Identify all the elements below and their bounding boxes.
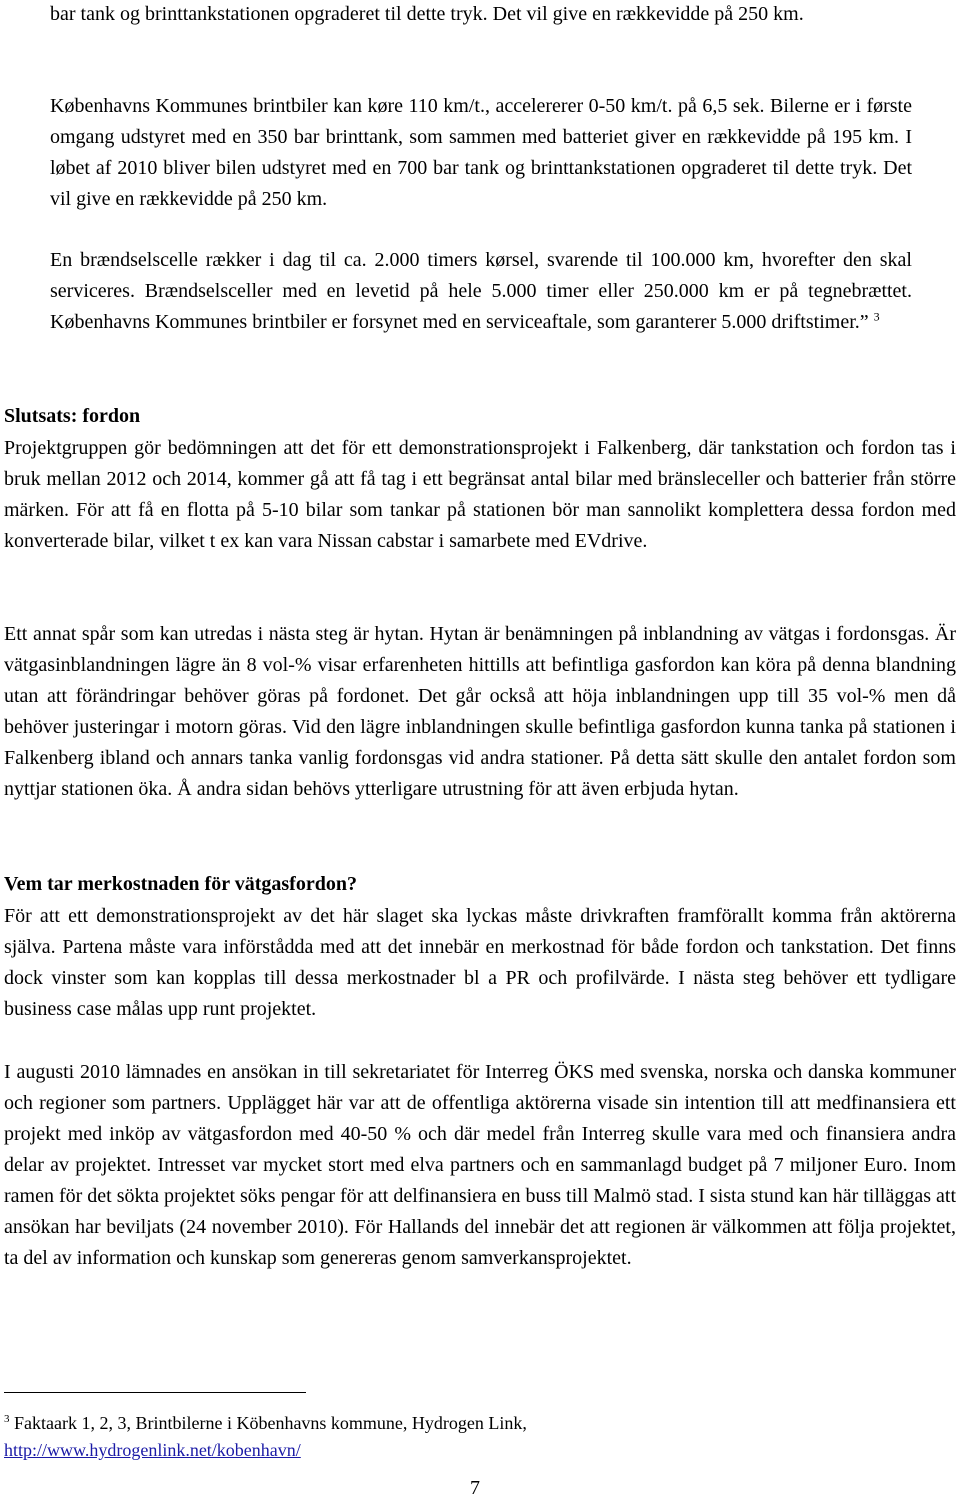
danish-paragraph-0: bar tank og brinttankstationen opgraderet til dette tryk. Det vil give en rækkevidde på 250 km. [50,3,804,25]
merkostnad-paragraph-2: I augusti 2010 lämnades en ansökan in till sekretariatet för Interreg ÖKS med svenska, norska och danska kommuner och regioner som partners. Upplägget här var att de offentliga aktörerna visade sin intention till att medfinansiera ett projekt med inköp av vätgasfordon med 40-50 % och där medel från Interreg skulle vara med och finansiera andra delar av projektet. Intresset var mycket stort med elva partners och en sammanlagd budget på 7 miljoner Euro. Inom ramen för det sökta projektet söks pengar för att delfinansiera en buss till Malmö stad. I sista stund kan här tilläggas att ansökan har beviljats (24 november 2010). För Hallands del innebär det att regionen är välkommen att följa projektet, ta del av information och kunskap som genereras genom samverkansprojektet. [4,1061,956,1269]
merkostnad-paragraph-1: För att ett demonstrationsprojekt av det här slaget ska lyckas måste drivkraften framförallt komma från aktörerna själva. Partena måste vara införstådda med att det innebär en merkostnad för både fordon och tankstation. Det finns dock vinster som kan kopplas till dessa merkostnader bl a PR och profilvärde. I nästa steg behöver ett tydligare business case målas upp runt projektet. [4,905,956,1020]
slutsats-paragraph-2: Ett annat spår som kan utredas i nästa steg är hytan. Hytan är benämningen på inblandning av vätgas i fordonsgas. Är vätgasinblandningen lägre än 8 vol-% visar erfarenheten hittills att befintliga gasfordon kan köra på denna blandning utan att förändringar behöver göras på fordonet. Det går också att höja inblandningen upp till 35 vol-% men då behöver justeringar i motorn göras. Vid den lägre inblandningen skulle befintliga gasfordon kunna tanka på stationen i Falkenberg ibland och annars tanka vanlig fordonsgas vid andra stationer. På detta sätt skulle den antalet fordon som nyttjar stationen öka. Å andra sidan behövs ytterligare utrustning för att även erbjuda hytan. [4,623,956,800]
footnote-separator [4,1392,306,1393]
footnote-ref: 3 [873,309,880,324]
section-heading-slutsats: Slutsats: fordon [4,405,141,427]
section-heading-merkostnad: Vem tar merkostnaden för vätgasfordon? [4,873,357,895]
slutsats-paragraph-1: Projektgruppen gör bedömningen att det för ett demonstrationsprojekt i Falkenberg, där tankstation och fordon tas i bruk mellan 2012 och 2014, kommer gå att få tag i ett begränsat antal bilar med bränsleceller och batterier från större märken. För att få en flotta på 5-10 bilar som tankar på stationen bör man sannolikt komplettera dessa fordon med konverterade bilar, vilket t ex kan vara Nissan cabstar i samarbete med EVdrive. [4,437,956,552]
danish-paragraph-1: Københavns Kommunes brintbiler kan køre 110 km/t., accelererer 0-50 km/t. på 6,5 sek. Bilerne er i første omgang udstyret med en 350 bar brinttank, som sammen med batteriet giver en rækkevidde på 195 km. I løbet af 2010 bliver bilen udstyret med en 700 bar tank og brinttankstationen opgraderet til dette tryk. Det vil give en rækkevidde på 250 km. [50,95,912,210]
page-number: 7 [470,1477,480,1499]
footnote-number: 3 [4,1413,10,1425]
footnote-text: Faktaark 1, 2, 3, Brintbilerne i Köbenhavns kommune, Hydrogen Link, [14,1413,527,1433]
danish-paragraph-2-text: En brændselscelle rækker i dag til ca. 2.000 timers kørsel, svarende til 100.000 km, hvorefter den skal serviceres. Brændselsceller med en levetid på hele 5.000 timer eller 250.000 km er på tegnebrættet. Københavns Kommunes brintbiler er forsynet med en serviceaftale, som garanterer 5.000 driftstimer.” [50,249,912,333]
footnote-link[interactable]: http://www.hydrogenlink.net/kobenhavn/ [4,1440,301,1460]
danish-paragraph-2 [50,245,912,338]
footnote [4,1410,904,1464]
